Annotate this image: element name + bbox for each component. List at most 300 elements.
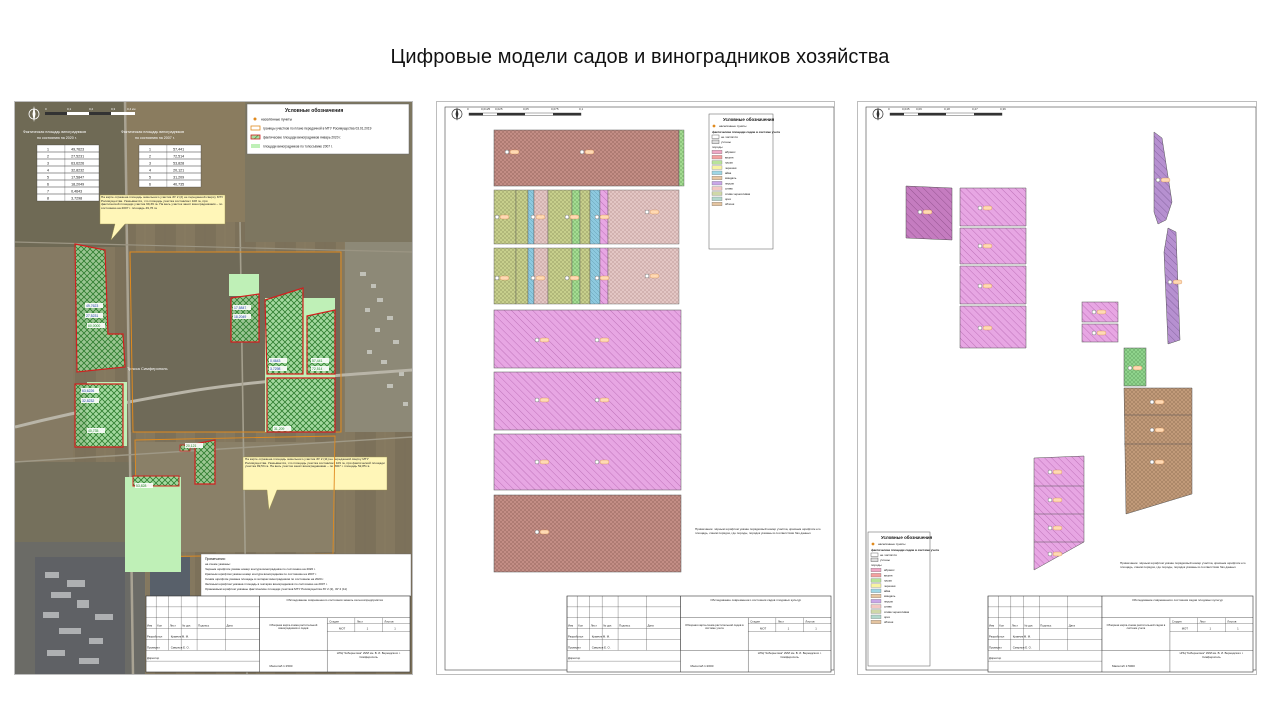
road-label: Трасса Симферополь <box>127 366 168 371</box>
species-swatch <box>712 161 722 165</box>
parcel-area-tag <box>983 206 992 210</box>
parcel-area-tag <box>570 276 579 280</box>
notes-box <box>201 554 411 596</box>
title-block-role: Разработал <box>989 634 1005 639</box>
parcel-marker <box>1092 331 1096 335</box>
table-cell: 3 <box>149 161 151 166</box>
note-text: Примечание: чёрным шрифтом указан порядковый номер участка, красным шрифтом его площадь, синим порядок, где породы, порядок указаны в соответствии баз данных <box>695 528 821 535</box>
legend <box>247 104 409 154</box>
parcel-area-label: 27,5231 <box>86 314 99 318</box>
title-block <box>988 596 1253 672</box>
title-block-role: Директор <box>568 656 581 661</box>
parcel-marker <box>495 215 499 219</box>
legend-title: Условные обозначения <box>881 535 933 540</box>
title-block-scale: Масштаб 1:1500 <box>269 664 293 668</box>
orchard-parcel <box>580 190 590 244</box>
parcel-area-tag <box>923 210 932 214</box>
parcel-area-label: 18,2049 <box>234 315 247 319</box>
title-block-stage-value: МОТ <box>760 626 767 631</box>
species-swatch <box>712 155 722 159</box>
vineyard-2020-area <box>75 384 123 447</box>
legend-item: породы <box>712 145 723 149</box>
species-swatch <box>712 202 722 206</box>
parcel-area-tag <box>650 210 659 214</box>
orchard-parcel <box>516 190 528 244</box>
scale-tick: 0,025 <box>495 107 503 111</box>
note-line: Оранжевым шрифтом указаны фактические площади участков МТУ Росимущества ЗУ 2 (2), ЗУ 2 (11) <box>205 587 348 591</box>
legend <box>709 114 780 249</box>
scale-tick: 0,27 <box>972 107 978 111</box>
parcel-marker <box>505 150 509 154</box>
parcel-area-tag <box>585 150 594 154</box>
legend-item: слива <box>725 186 733 191</box>
legend-item: миндаль <box>884 594 896 599</box>
table-cell: 53,828 <box>173 161 185 166</box>
parcel-marker <box>535 338 539 342</box>
parcel-marker <box>595 276 599 280</box>
title-block-col: Дата <box>647 623 654 628</box>
table-cell: 20,121 <box>173 168 185 173</box>
legend-item: абрикос <box>884 568 895 573</box>
legend-item: айва <box>884 589 891 593</box>
vineyard-2007-swatch <box>251 144 260 148</box>
title-block-role: Проверил <box>568 645 581 650</box>
table-cell: 1 <box>47 147 49 152</box>
species-swatch <box>871 620 881 624</box>
legend-item: слива черносливая <box>725 191 751 196</box>
scale-tick: 0,2 <box>89 107 94 111</box>
species-swatch <box>871 568 881 572</box>
title-block-col: Дата <box>226 623 233 628</box>
orchard-parcel <box>548 248 572 304</box>
title-block-org: НПЦ "Кибернетика" ИИИ им. В. И. Вернадского г. Симферополь <box>1179 652 1244 659</box>
parcel-area-tag <box>600 398 609 402</box>
title-block-col: Лист <box>590 623 597 628</box>
title-block-stage-header: Лист <box>777 619 784 624</box>
parcel-marker <box>531 276 535 280</box>
orchard-parcel <box>1124 388 1192 514</box>
orchard-parcel <box>494 130 679 186</box>
parcel-area-label: 0,4643 <box>270 359 281 363</box>
table-title: Фактическая площадь виноградников <box>121 130 185 134</box>
title-block-col: Кол <box>157 623 162 628</box>
table-cell: 49,7623 <box>71 147 85 152</box>
table-cell: 1 <box>149 147 151 152</box>
title-block-sheet-name: Обзорная карта-схема растительной виноградников и садов <box>269 623 318 631</box>
scale-tick: 0,36 <box>1000 107 1006 111</box>
title-block-col: Подпись <box>619 623 631 628</box>
legend-item: населённые пункты <box>878 542 906 546</box>
orchard-parcel <box>608 190 679 244</box>
species-swatch <box>871 594 881 598</box>
vineyard-2007-area <box>229 274 259 296</box>
parcel-area-tag <box>1053 526 1062 530</box>
title-block-col: Кол <box>999 623 1005 628</box>
settlement-icon <box>254 118 257 121</box>
table-cell: 5 <box>149 175 151 180</box>
parcel-area-tag <box>600 215 609 219</box>
species-swatch <box>871 610 881 614</box>
title-block-name: Смирнов Е. О. <box>170 645 190 650</box>
orchard-parcel <box>608 248 679 304</box>
legend-item: вишня <box>884 573 893 578</box>
title-block-stage-header: Лист <box>356 619 363 624</box>
parcel-marker <box>645 210 649 214</box>
scale-tick: 0 <box>888 107 890 111</box>
legend-item: населённые пункты <box>261 117 293 122</box>
title-block-col: Изм <box>568 623 574 628</box>
title-block-name: Смирнов Е. О. <box>1012 645 1032 650</box>
vineyard-2020-swatch <box>251 135 260 139</box>
scale-tick: 0,4 км <box>127 107 136 111</box>
orchard-map-sheet-2 <box>857 101 1257 675</box>
title-block-stage-header: Стадия <box>750 619 760 624</box>
vineyard-2007-area <box>125 477 181 572</box>
legend-item: вишня <box>725 155 734 160</box>
parcel-area-tag <box>1161 178 1170 182</box>
title-block-col: № док <box>1024 623 1033 628</box>
parcel-marker <box>1092 310 1096 314</box>
registered-swatch <box>712 140 719 144</box>
table-cell: 57,441 <box>173 147 185 152</box>
table-cell: 3 <box>47 161 49 166</box>
scale-tick: 0 <box>45 107 47 111</box>
title-block-role: Разработал <box>568 634 584 639</box>
title-block-title: Обследование современного состояния садов плодовых культур <box>1132 599 1223 602</box>
orchard-parcel <box>494 434 681 490</box>
table-cell: 63,6226 <box>71 161 85 166</box>
parcel-marker <box>978 284 982 288</box>
parcel-area-tag <box>983 284 992 288</box>
species-swatch <box>871 573 881 577</box>
scale-tick: 0 <box>467 107 469 111</box>
title-block-stage-header: Стадия <box>1171 619 1182 624</box>
parcel-area-label: 49,7623 <box>86 304 99 308</box>
legend-item: слива черносливая <box>884 609 910 614</box>
parcel-marker <box>535 530 539 534</box>
title-block-col: Дата <box>1068 623 1075 628</box>
callout-text: На карте отражена площадь земельного участка ЗУ 2 (11) не переданной сверху МТУ Росимущества. Указывается, что площадь участка составляет 109 га, при фактической площади участка 99,53 га. На весь участок занят виноградниками – по 2007 г. площадь 52,85 га <box>245 458 385 469</box>
parcel-area-tag <box>600 276 609 280</box>
legend-item: площади виноградников по топосъёмке 2007 г. <box>263 144 333 149</box>
legend-item: населённые пункты <box>719 124 747 128</box>
title-block-stage-header: Лист <box>1199 619 1206 624</box>
legend-item: орех <box>884 615 891 619</box>
scale-tick: 0,0125 <box>481 107 491 111</box>
title-block-stage-header: Листов <box>384 619 394 624</box>
legend-item: породы <box>871 563 882 567</box>
species-swatch <box>712 197 722 201</box>
legend-item: миндаль <box>725 176 737 181</box>
title-block-col: Подпись <box>1040 623 1052 628</box>
species-swatch <box>871 579 881 583</box>
title-block-stage-value: 1 <box>1209 626 1212 631</box>
note-line: Синим шрифтом указана площадь в гектарах виноградников по состоянию на 2020 г. <box>205 577 325 581</box>
parcel-area-label: 63,6226 <box>82 389 95 393</box>
parcel-marker <box>1150 400 1154 404</box>
parcel-area-tag <box>540 460 549 464</box>
orchard-parcel <box>679 130 684 186</box>
parcel-area-label: 17,5847 <box>234 306 247 310</box>
parcel-area-label: 3,7298 <box>270 367 281 371</box>
title-block <box>567 596 831 672</box>
title-block-stage-value: МОТ <box>1181 626 1188 631</box>
parcel-marker <box>1128 366 1132 370</box>
title-block-stage-value: 1 <box>1237 626 1239 631</box>
legend-item: учтены <box>880 558 890 562</box>
table-cell: 17,5847 <box>71 175 85 180</box>
title-block-name: Кравчик М. М. <box>1012 634 1031 639</box>
species-swatch <box>712 187 722 191</box>
parcel-area-tag <box>540 338 549 342</box>
legend-item: груша <box>725 160 733 165</box>
parcel-marker <box>595 338 599 342</box>
table-cell: 72,514 <box>173 154 185 159</box>
parcel-area-tag <box>540 398 549 402</box>
title-block-col: Лист <box>1011 623 1018 628</box>
species-swatch <box>871 589 881 593</box>
scale-tick: 0,18 <box>944 107 950 111</box>
note-line: Черным шрифтом указан номер контура виноградника по состоянию на 2020 г. <box>205 567 316 571</box>
parcel-area-tag <box>536 276 545 280</box>
parcel-marker <box>978 206 982 210</box>
title-block-stage-header: Листов <box>805 619 815 624</box>
orchard-parcel <box>960 188 1026 226</box>
title-block-col: Кол <box>578 623 583 628</box>
not-registered-swatch <box>871 553 878 557</box>
parcel-marker <box>595 398 599 402</box>
title-block-col: Лист <box>169 623 176 628</box>
parcel-marker <box>1168 280 1172 284</box>
parcel-marker <box>495 276 499 280</box>
parcel-area-tag <box>600 460 609 464</box>
parcel-area-tag <box>500 276 509 280</box>
legend-item: айва <box>725 171 732 175</box>
registered-swatch <box>871 558 878 562</box>
species-swatch <box>712 181 722 185</box>
orchard-parcel <box>494 310 681 368</box>
title-block-name: Кравчик М. М. <box>591 634 610 639</box>
legend-item: границы участков по плане передачной в МТУ Росимущества 03.01.2019 <box>263 126 372 131</box>
parcel-area-label: 53,828 <box>136 484 147 488</box>
parcel-marker <box>1156 178 1160 182</box>
orchard-parcel <box>516 248 528 304</box>
orchard-parcel <box>494 495 681 572</box>
species-swatch <box>871 605 881 609</box>
legend-item: яблоня <box>884 620 894 625</box>
title-block-title: Обследование современного состояния садов плодовых культур <box>710 599 802 602</box>
title-block-stage-value: МОТ <box>339 626 346 631</box>
legend-title: Условные обозначения <box>723 117 775 122</box>
parcel-area-tag <box>650 274 659 278</box>
legend-item: яблоня <box>725 202 735 207</box>
species-swatch <box>871 615 881 619</box>
parcel-area-tag <box>510 150 519 154</box>
table-cell: 2 <box>47 154 49 159</box>
table-subtitle: по состоянию на 2007 г. <box>135 136 175 140</box>
parcel-area-tag <box>500 215 509 219</box>
table-cell: 40,735 <box>173 182 185 187</box>
parcel-area-tag <box>1053 470 1062 474</box>
title-block-stage-value: 1 <box>366 626 369 631</box>
legend-item: слива <box>884 604 892 609</box>
title-block-stage-value: 1 <box>394 626 396 631</box>
title-block-sheet-name: Обзорная карта-схема растительной садов в системе учета <box>685 623 744 631</box>
title-block-name: Кравчик М. М. <box>170 634 189 639</box>
vineyard-2020-area <box>307 310 335 374</box>
title-block-role: Директор <box>989 656 1002 661</box>
parcel-marker <box>645 274 649 278</box>
title-block-role: Разработал <box>147 634 163 639</box>
scale-tick: 0,05 <box>523 107 529 111</box>
orchard-parcel <box>590 248 600 304</box>
title-block-role: Директор <box>147 656 160 661</box>
notes-title: Примечания: <box>205 557 226 561</box>
title-block-col: Подпись <box>198 623 210 628</box>
title-block-title: Обследование современного состояния земель сельхозпредприятия <box>286 599 383 602</box>
parcel-area-tag <box>570 215 579 219</box>
species-swatch <box>712 192 722 196</box>
title-block-org: НПЦ "Кибернетика" ИИИ им. В. И. Вернадского г. Симферополь <box>336 652 401 659</box>
orchard-parcel <box>580 248 590 304</box>
scale-tick: 0,1 <box>67 107 72 111</box>
parcel-area-label: 60,0000 <box>88 324 101 328</box>
settlement-icon <box>872 543 875 546</box>
orchard-map-sheet-1 <box>436 101 835 675</box>
callout-text: На карте отражена площадь земельного участка ЗУ 2 (2) не переданной сверху МТУ Росимущества. Указывается, что площадь участка составляет 108 га, при фактической площади участка 99,39 га. На весь участок занят виноградниками – по состоянию на 2007 г. площадь 49,76 га <box>101 196 224 210</box>
orchard-parcel <box>960 266 1026 304</box>
parcel-marker <box>1048 498 1052 502</box>
scale-tick: 0,045 <box>902 107 910 111</box>
parcel-marker <box>531 215 535 219</box>
title-block-role: Проверил <box>989 645 1002 650</box>
table-title: Фактическая площадь виноградников <box>23 130 87 134</box>
parcel-marker <box>565 215 569 219</box>
parcel-area-tag <box>983 326 992 330</box>
legend-item: персик <box>884 599 893 604</box>
parcel-marker <box>1048 526 1052 530</box>
parcel-marker <box>1048 470 1052 474</box>
note-line: на схеме указаны: <box>205 562 231 566</box>
title-block-name: Смирнов Е. О. <box>591 645 611 650</box>
parcel-marker <box>1150 460 1154 464</box>
species-swatch <box>712 176 722 180</box>
parcel-area-tag <box>1097 331 1106 335</box>
legend-item: учтены <box>721 140 731 144</box>
scale-tick: 0,1 <box>579 107 584 111</box>
parcel-area-tag <box>1133 366 1142 370</box>
title-block-scale: Масштаб 1:2000 <box>690 664 714 668</box>
parcel-area-label: 40,735 <box>88 429 99 433</box>
parcel-area-tag <box>600 338 609 342</box>
legend-item: орех <box>725 197 732 201</box>
orchard-parcel <box>960 306 1026 348</box>
title-block <box>146 596 410 672</box>
species-swatch <box>871 599 881 603</box>
title-block-stage-header: Стадия <box>329 619 339 624</box>
title-block-stage-value: 1 <box>787 626 790 631</box>
note-text: Примечание: чёрным шрифтом указан порядковый номер участка, красным шрифтом его площадь, синим порядок, где породы, порядок указаны в соответствии баз данных <box>1120 562 1246 569</box>
parcel-marker <box>595 460 599 464</box>
title-block-stage-header: Листов <box>1227 619 1237 624</box>
legend-title: Условные обозначения <box>285 108 344 114</box>
legend-item: фактические площади садов в системе учета <box>871 548 939 552</box>
legend-item: персик <box>725 181 734 186</box>
parcel-marker <box>535 398 539 402</box>
species-swatch <box>712 171 722 175</box>
title-block-role: Проверил <box>147 645 160 650</box>
orchard-parcel <box>494 372 681 430</box>
parcel-area-tag <box>1173 280 1182 284</box>
legend-item: фактические площади садов в системе учета <box>712 130 780 134</box>
vineyard-map-sheet <box>14 101 413 675</box>
scale-tick: 0,09 <box>916 107 922 111</box>
table-cell: 8 <box>47 196 49 201</box>
legend-item: не числятся <box>880 553 897 557</box>
table-cell: 5 <box>47 175 49 180</box>
parcel-area-label: 32,8232 <box>82 399 95 403</box>
parcel-area-label: 31,209 <box>274 427 285 431</box>
table-cell: 3,7298 <box>71 196 83 201</box>
parcel-marker <box>1150 428 1154 432</box>
parcel-area-tag <box>983 244 992 248</box>
legend-item: груша <box>884 578 892 583</box>
parcel-area-tag <box>1155 428 1164 432</box>
parcel-area-label: 57,441 <box>312 359 323 363</box>
table-cell: 32,8232 <box>71 168 85 173</box>
legend-item: черешня <box>725 165 737 170</box>
table-cell: 4 <box>149 168 151 173</box>
title-block-org: НПЦ "Кибернетика" ИИИ им. В. И. Вернадского г. Симферополь <box>757 652 822 659</box>
parcel-area-label: 20,121 <box>186 444 197 448</box>
table-cell: 4 <box>47 168 49 173</box>
table-subtitle: по состоянию на 2020 г. <box>37 136 77 140</box>
title-block-col: Изм <box>989 623 995 628</box>
parcel-area-tag <box>1053 552 1062 556</box>
parcel-area-tag <box>536 215 545 219</box>
table-cell: 7 <box>47 189 49 194</box>
table-cell: 6 <box>149 182 151 187</box>
species-swatch <box>712 150 722 154</box>
legend-item: абрикос <box>725 150 736 155</box>
note-line: Красным шрифтом указан номер контура виноградника по состоянию на 2007 г. <box>205 572 317 576</box>
title-block-col: № док <box>603 623 612 628</box>
parcel-marker <box>978 326 982 330</box>
title-block-col: № док <box>182 623 191 628</box>
settlement-icon <box>713 125 716 128</box>
parcel-area-tag <box>540 530 549 534</box>
table-cell: 0,4643 <box>71 189 83 194</box>
parcel-area-tag <box>1097 310 1106 314</box>
title-block-stage-value: 1 <box>815 626 817 631</box>
title-block-sheet-name: Обзорная карта-схема растительной садов в системе учета <box>1106 623 1166 631</box>
parcel-marker <box>595 215 599 219</box>
parcel-marker <box>918 210 922 214</box>
title-block-col: Изм <box>147 623 153 628</box>
scale-tick: 0,075 <box>551 107 559 111</box>
note-line: Зелёным шрифтом указана площадь в гектарах виноградников по состоянию на 2007 г. <box>205 582 328 586</box>
parcel-area-tag <box>1053 498 1062 502</box>
parcel-marker <box>580 150 584 154</box>
legend-item: фактические площади виноградников январь 2020 г. <box>263 135 342 140</box>
table-cell: 27,5231 <box>71 154 85 159</box>
parcel-area-tag <box>1155 460 1164 464</box>
not-registered-swatch <box>712 135 719 139</box>
parcel-marker <box>535 460 539 464</box>
orchard-parcel <box>960 228 1026 264</box>
vineyard-2020-area <box>267 378 335 432</box>
species-swatch <box>712 166 722 170</box>
